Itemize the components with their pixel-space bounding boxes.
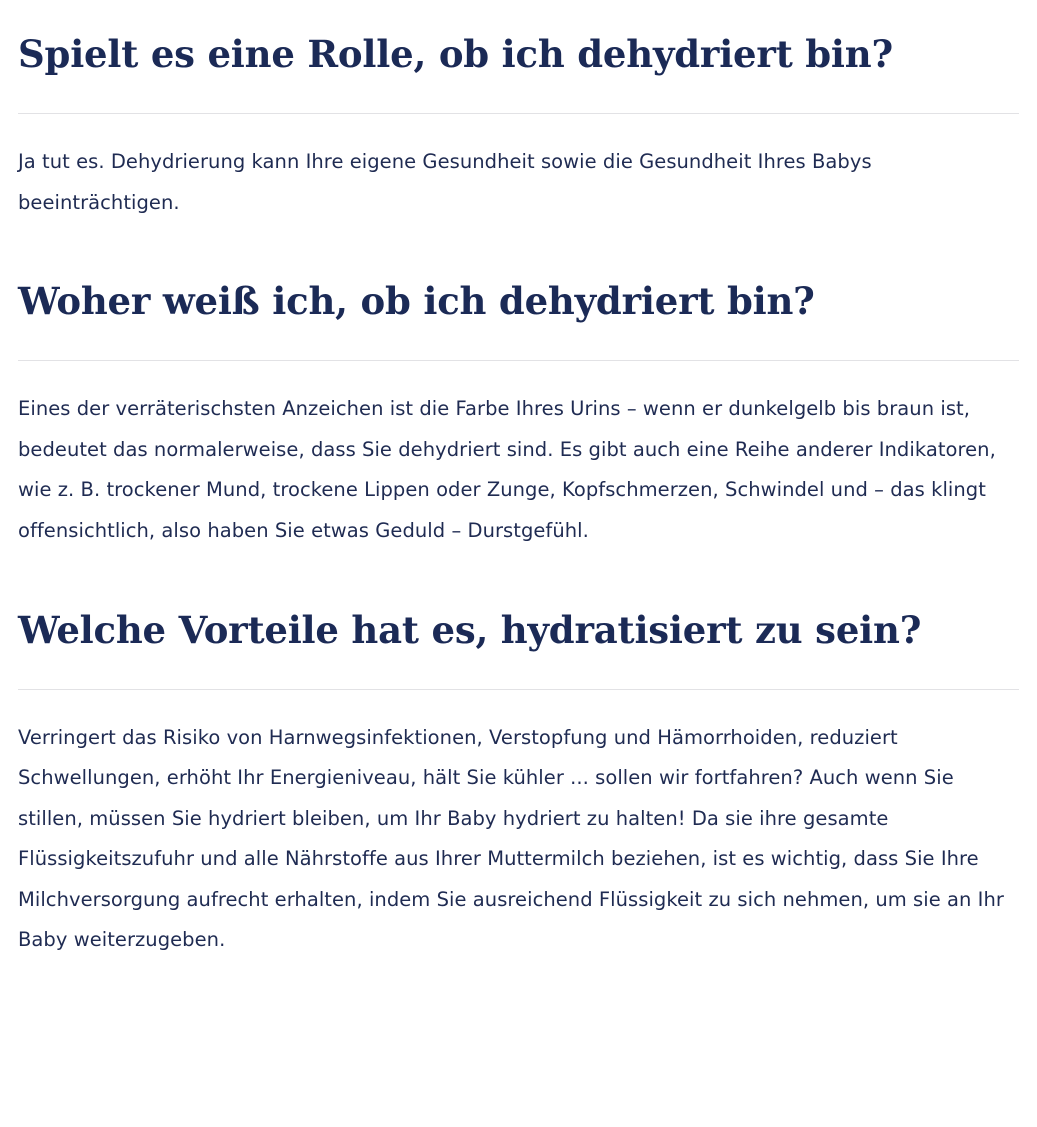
spacer-top — [18, 0, 1019, 18]
faq-question-heading: Woher weiß ich, ob ich dehydriert bin? — [18, 279, 815, 324]
faq-answer-text: Eines der verräterischsten Anzeichen ist die Farbe Ihres Urins – wenn er dunkelgelb bis braun ist, bedeutet das normalerweise, dass Sie dehydriert sind. Es gibt auch eine Reihe anderer Indikatoren, wie z. B. trockener Mund, trockene Lippen oder Zunge, Kopfschmerzen, Schwindel und – das klingt offensichtlich, also haben Sie etwas Geduld – Durstgefühl. — [18, 397, 996, 542]
faq-question-heading: Spielt es eine Rolle, ob ich dehydriert bin? — [18, 32, 893, 76]
section-spacer — [18, 552, 1019, 608]
faq-answer-text: Verringert das Risiko von Harnwegsinfektionen, Verstopfung und Hämorrhoiden, reduziert Schwellungen, erhöht Ihr Energieniveau, hält Sie kühler ... sollen wir fortfahren? Auch wenn Sie stillen, müssen Sie hydriert bleiben, um Ihr Baby hydriert zu halten! Da sie ihre gesamte Flüssigkeitszufuhr und alle Nährstoffe aus Ihrer Muttermilch beziehen, ist es wichtig, dass Sie Ihre Milchversorgung aufrecht erhalten, indem Sie ausreichend Flüssigkeit zu sich nehmen, um sie an Ihr Baby weiterzugeben. — [18, 725, 1004, 952]
faq-answer-text: Ja tut es. Dehydrierung kann Ihre eigene Gesundheit sowie die Gesundheit Ihres Babys beeinträchtigen. — [18, 150, 872, 214]
faq-section-how-do-i-know — [18, 279, 1019, 551]
faq-section-benefits-hydration — [18, 608, 1019, 961]
section-spacer — [18, 223, 1019, 279]
faq-section-dehydration-matter — [18, 0, 1019, 223]
faq-question-heading: Welche Vorteile hat es, hydratisiert zu sein? — [18, 607, 922, 652]
